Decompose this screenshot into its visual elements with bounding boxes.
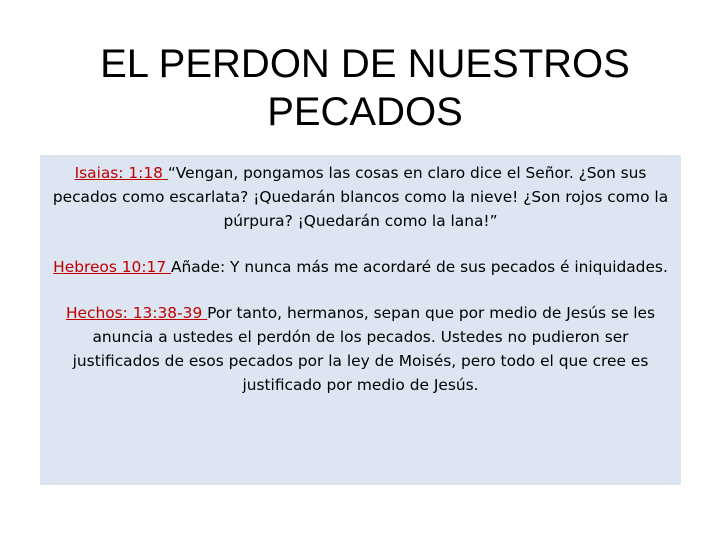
title-line-2: PECADOS [267,90,463,134]
title-line-1: EL PERDON DE NUESTROS [100,42,630,86]
verses-box [40,155,681,485]
slide-title [40,40,690,136]
verse-reference-isaias: Isaias: 1:18 [74,164,168,182]
verse-text-hebreos: Añade: Y nunca más me acordaré de sus pecados é iniquidades. [171,258,668,276]
verse-hebreos [48,255,673,279]
verse-text-isaias: “Vengan, pongamos las cosas en claro dice el Señor. ¿Son sus pecados como escarlata? ¡Quedarán blancos como la nieve! ¿Son rojos como la púrpura? ¡Quedarán como la lana!” [52,164,669,230]
verse-text-hechos: Por tanto, hermanos, sepan que por medio de Jesús se les anuncia a ustedes el perdón de los pecados. Ustedes no pudieron ser justificados de esos pecados por la ley de Moisés, pero todo el que cree es justificado por medio de Jesús. [72,304,656,394]
verse-reference-hebreos: Hebreos 10:17 [53,258,171,276]
verse-reference-hechos: Hechos: 13:38-39 [65,304,208,322]
verse-isaias [48,161,673,233]
verse-hechos [48,301,673,397]
